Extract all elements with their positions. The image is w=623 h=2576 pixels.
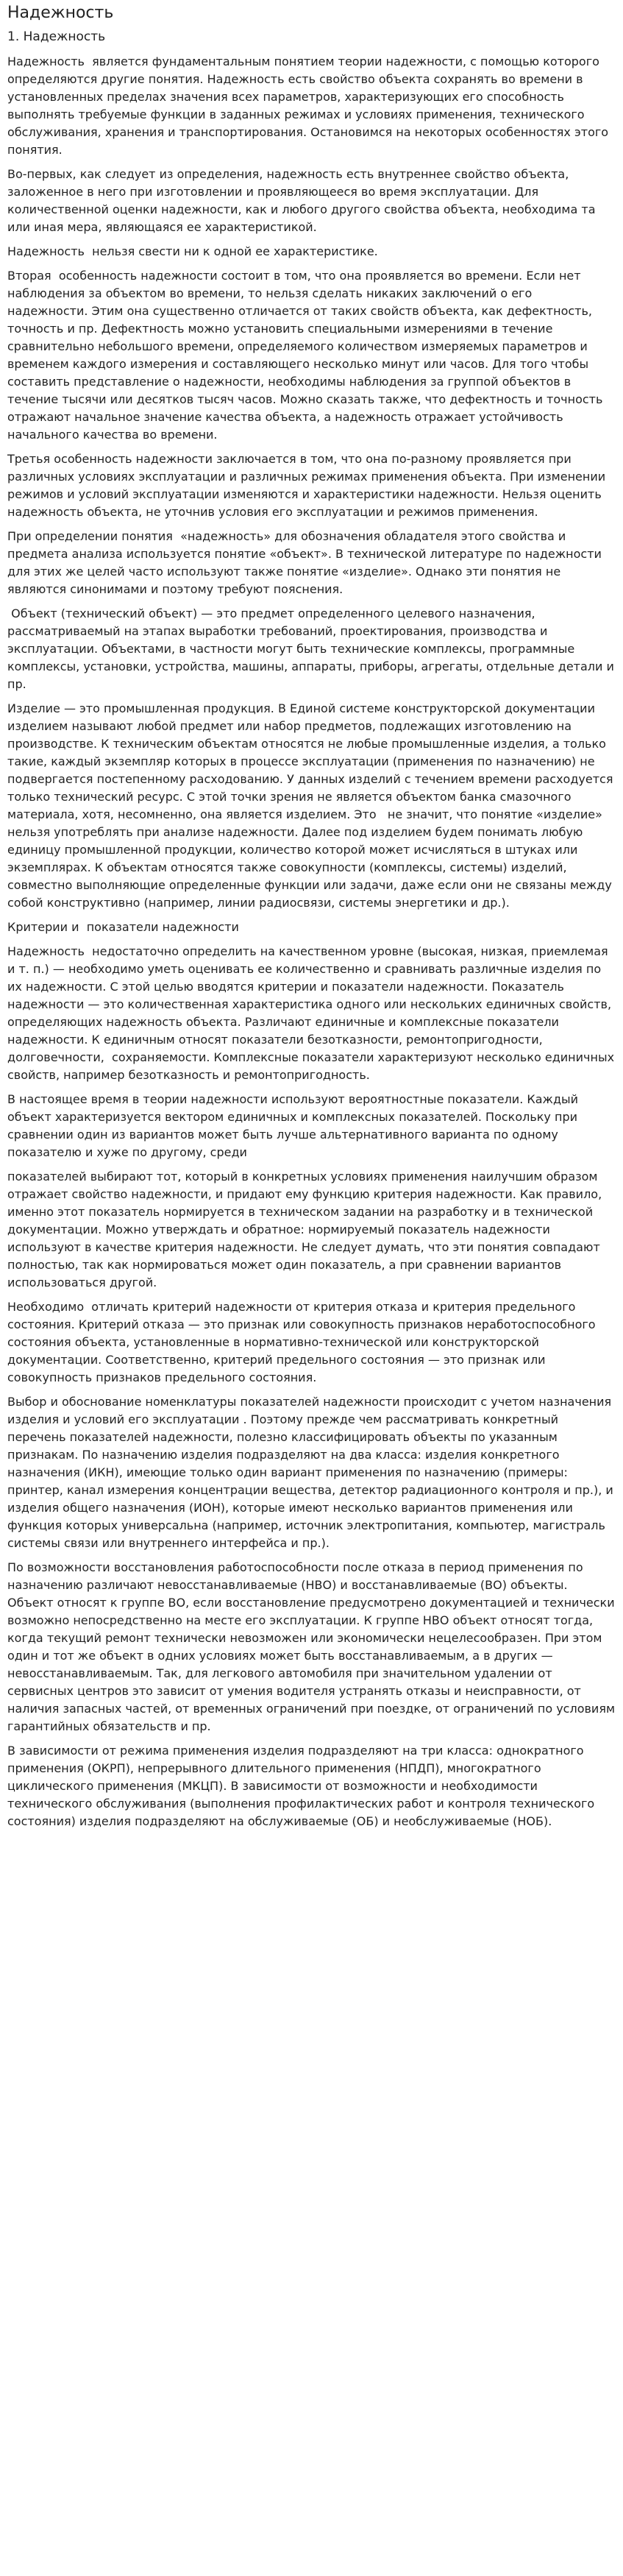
paragraph-product: Изделие — это промышленная продукция. В Единой системе конструкторской документации изделием называют любой предмет или набор предметов, подлежащих изготовлению на производстве. К техническим объектам относятся не любые промышленные изделия, а только такие, каждый экземпляр которых в процессе эксплуатации (применения по назначению) не подвергается постепенному расходованию. У данных изделий с течением времени расходуется только технический ресурс. С этой точки зрения не является объектом банка смазочного материала, хотя, несомненно, она является изделием. Это не значит, что понятие «изделие» нельзя употреблять при анализе надежности. Далее под изделием будем понимать любую единицу промышленной продукции, количество которой может исчисляться в штуках или экземплярах. К объектам относятся также совокупности (комплексы, системы) изделий, совместно выполняющие определенные функции или задачи, даже если они не связаны между собой конструктивно (например, линии радиосвязи, системы энергетики и др.). bbox=[7, 701, 617, 910]
paragraph-object-concept: При определении понятия «надежность» для обозначения обладателя этого свойства и предмета анализа используется понятие «объект». В технической литературе по надежности для этих же целей часто используют также понятие «изделие». Однако эти понятия не являются синонимами и поэтому требуют пояснения. bbox=[7, 529, 606, 596]
paragraph-indicators: Надежность недостаточно определить на качественном уровне (высокая, низкая, приемлемая и т. п.) — необходимо уметь оценивать ее количественно и сравнивать различные изделия по их надежности. С этой целью вводятся критерии и показатели надежности. Показатель надежности — это количественная характеристика одного или нескольких единичных свойств, определяющих надежность объекта. Различают единичные и комплексные показатели надежности. К единичным относят показатели безотказности, ремонтопригодности, долговечности, сохраняемости. Комплексные показатели характеризуют несколько единичных свойств, например безотказность и ремонтопригодность. bbox=[7, 944, 619, 1082]
paragraph-second-feature: Вторая особенность надежности состоит в том, что она проявляется во времени. Если нет наблюдения за объектом во времени, то нельзя сделать никаких заключений о его надежности. Этим она существенно отличается от таких свойств объекта, как дефектность, точность и пр. Дефектность можно установить специальными измерениями в течение сравнительно небольшого времени, определяемого количеством измеряемых параметров и временем каждого измерения и составляющего несколько минут или часов. Для того чтобы составить представление о надежности, необходимы наблюдения за группой объектов в течение тысячи или десятков тысяч часов. Можно сказать также, что дефектность и точность отражают начальное значение качества объекта, а надежность отражает устойчивость начального качества во времени. bbox=[7, 269, 607, 442]
paragraph-first-feature: Во-первых, как следует из определения, надежность есть внутреннее свойство объекта, заложенное в него при изготовлении и проявляющееся во время эксплуатации. Для количественной оценки надежности, как и любого другого свойства объекта, необходима та или иная мера, являющаяся ее характеристикой. bbox=[7, 167, 599, 234]
paragraph-third-feature: Третья особенность надежности заключается в том, что она по-разному проявляется при различных условиях эксплуатации и различных режимах применения объекта. При изменении режимов и условий эксплуатации изменяются и характеристики надежности. Нельзя оценить надежность объекта, не уточнив условия его эксплуатации и режимов применения. bbox=[7, 452, 610, 519]
paragraph-usage-modes: В зависимости от режима применения изделия подразделяют на три класса: однократного применения (ОКРП), непрерывного длительного применения (НПДП), многократного циклического применения (МКЦП). В зависимости от возможности и необходимости технического обслуживания (выполнения профилактических работ и контроля технического состояния) изделия подразделяют на обслуживаемые (ОБ) и необслуживаемые (НОБ). bbox=[7, 1744, 599, 1828]
document-title: Надежность bbox=[7, 4, 114, 22]
section-heading: 1. Надежность bbox=[7, 29, 106, 44]
paragraph-single-characteristic: Надежность нельзя свести ни к одной ее характеристике. bbox=[7, 244, 378, 258]
paragraph-criterion-choice: показателей выбирают тот, который в конкретных условиях применения наилучшим образом отражает свойство надежности, и придают ему функцию критерия надежности. Как правило, именно этот показатель нормируется в техническом задании на разработку и в технической документации. Можно утверждать и обратное: нормируемый показатель надежности используют в качестве критерия надежности. Не следует думать, что эти понятия совпадают полностью, так как нормироваться может один показатель, а при сравнении вариантов использоваться другой. bbox=[7, 1170, 606, 1289]
paragraph-failure-criterion: Необходимо отличать критерий надежности от критерия отказа и критерия предельного состояния. Критерий отказа — это признак или совокупность признаков неработоспособного состояния объекта, установленные в нормативно-технической или конструкторской документации. Соответственно, критерий предельного состояния — это признак или совокупность признаков предельного состояния. bbox=[7, 1300, 599, 1384]
paragraph-technical-object: Объект (технический объект) — это предмет определенного целевого назначения, рассматриваемый на этапах выработки требований, проектирования, производства и эксплуатации. Объектами, в частности могут быть технические комплексы, программные комплексы, установки, устройства, машины, аппараты, приборы, агрегаты, отдельные детали и пр. bbox=[7, 606, 618, 691]
paragraph-definition: Надежность является фундаментальным понятием теории надежности, с помощью которого определяются другие понятия. Надежность есть свойство объекта сохранять во времени в установленных пределах значения всех параметров, характеризующих его способность выполнять требуемые функции в заданных режимах и условиях применения, технического обслуживания, хранения и транспортирования. Остановимся на некоторых особенностях этого понятия. bbox=[7, 54, 613, 157]
paragraph-restorability: По возможности восстановления работоспособности после отказа в период применения по назначению различают невосстанавливаемые (НВО) и восстанавливаемые (ВО) объекты. Объект относят к группе ВО, если восстановление предусмотрено документацией и технически возможно непосредственно на месте его эксплуатации. К группе НВО объект относят тогда, когда текущий ремонт технически невозможен или экономически нецелесообразен. При этом один и тот же объект в одних условиях может быть восстанавливаемым, а в других — невосстанавливаемым. Так, для легкового автомобиля при значительном удалении от сервисных центров это зависит от умения водителя устранять отказы и неисправности, от наличия запасных частей, от временных ограничений при поездке, от ограничений по условиям гарантийных обязательств и пр. bbox=[7, 1560, 619, 1733]
paragraph-probabilistic: В настоящее время в теории надежности используют вероятностные показатели. Каждый объект характеризуется вектором единичных и комплексных показателей. Поскольку при сравнении один из вариантов может быть лучше альтернативного варианта по одному показателю и хуже по другому, среди bbox=[7, 1092, 583, 1159]
paragraph-nomenclature: Выбор и обоснование номенклатуры показателей надежности происходит с учетом назначения изделия и условий его эксплуатации . Поэтому прежде чем рассматривать конкретный перечень показателей надежности, полезно классифицировать объекты по указанным признакам. По назначению изделия подразделяют на два класса: изделия конкретного назначения (ИКН), имеющие только один вариант применения по назначению (примеры: принтер, канал измерения концентрации вещества, детектор радиационного контроля и пр.), и изделия общего назначения (ИОН), которые имеют несколько вариантов применения или функция которых универсальна (например, источник электропитания, компьютер, магистраль системы связи или внутреннего интерфейса и пр.). bbox=[7, 1395, 617, 1550]
subheading-criteria: Критерии и показатели надежности bbox=[7, 920, 239, 934]
